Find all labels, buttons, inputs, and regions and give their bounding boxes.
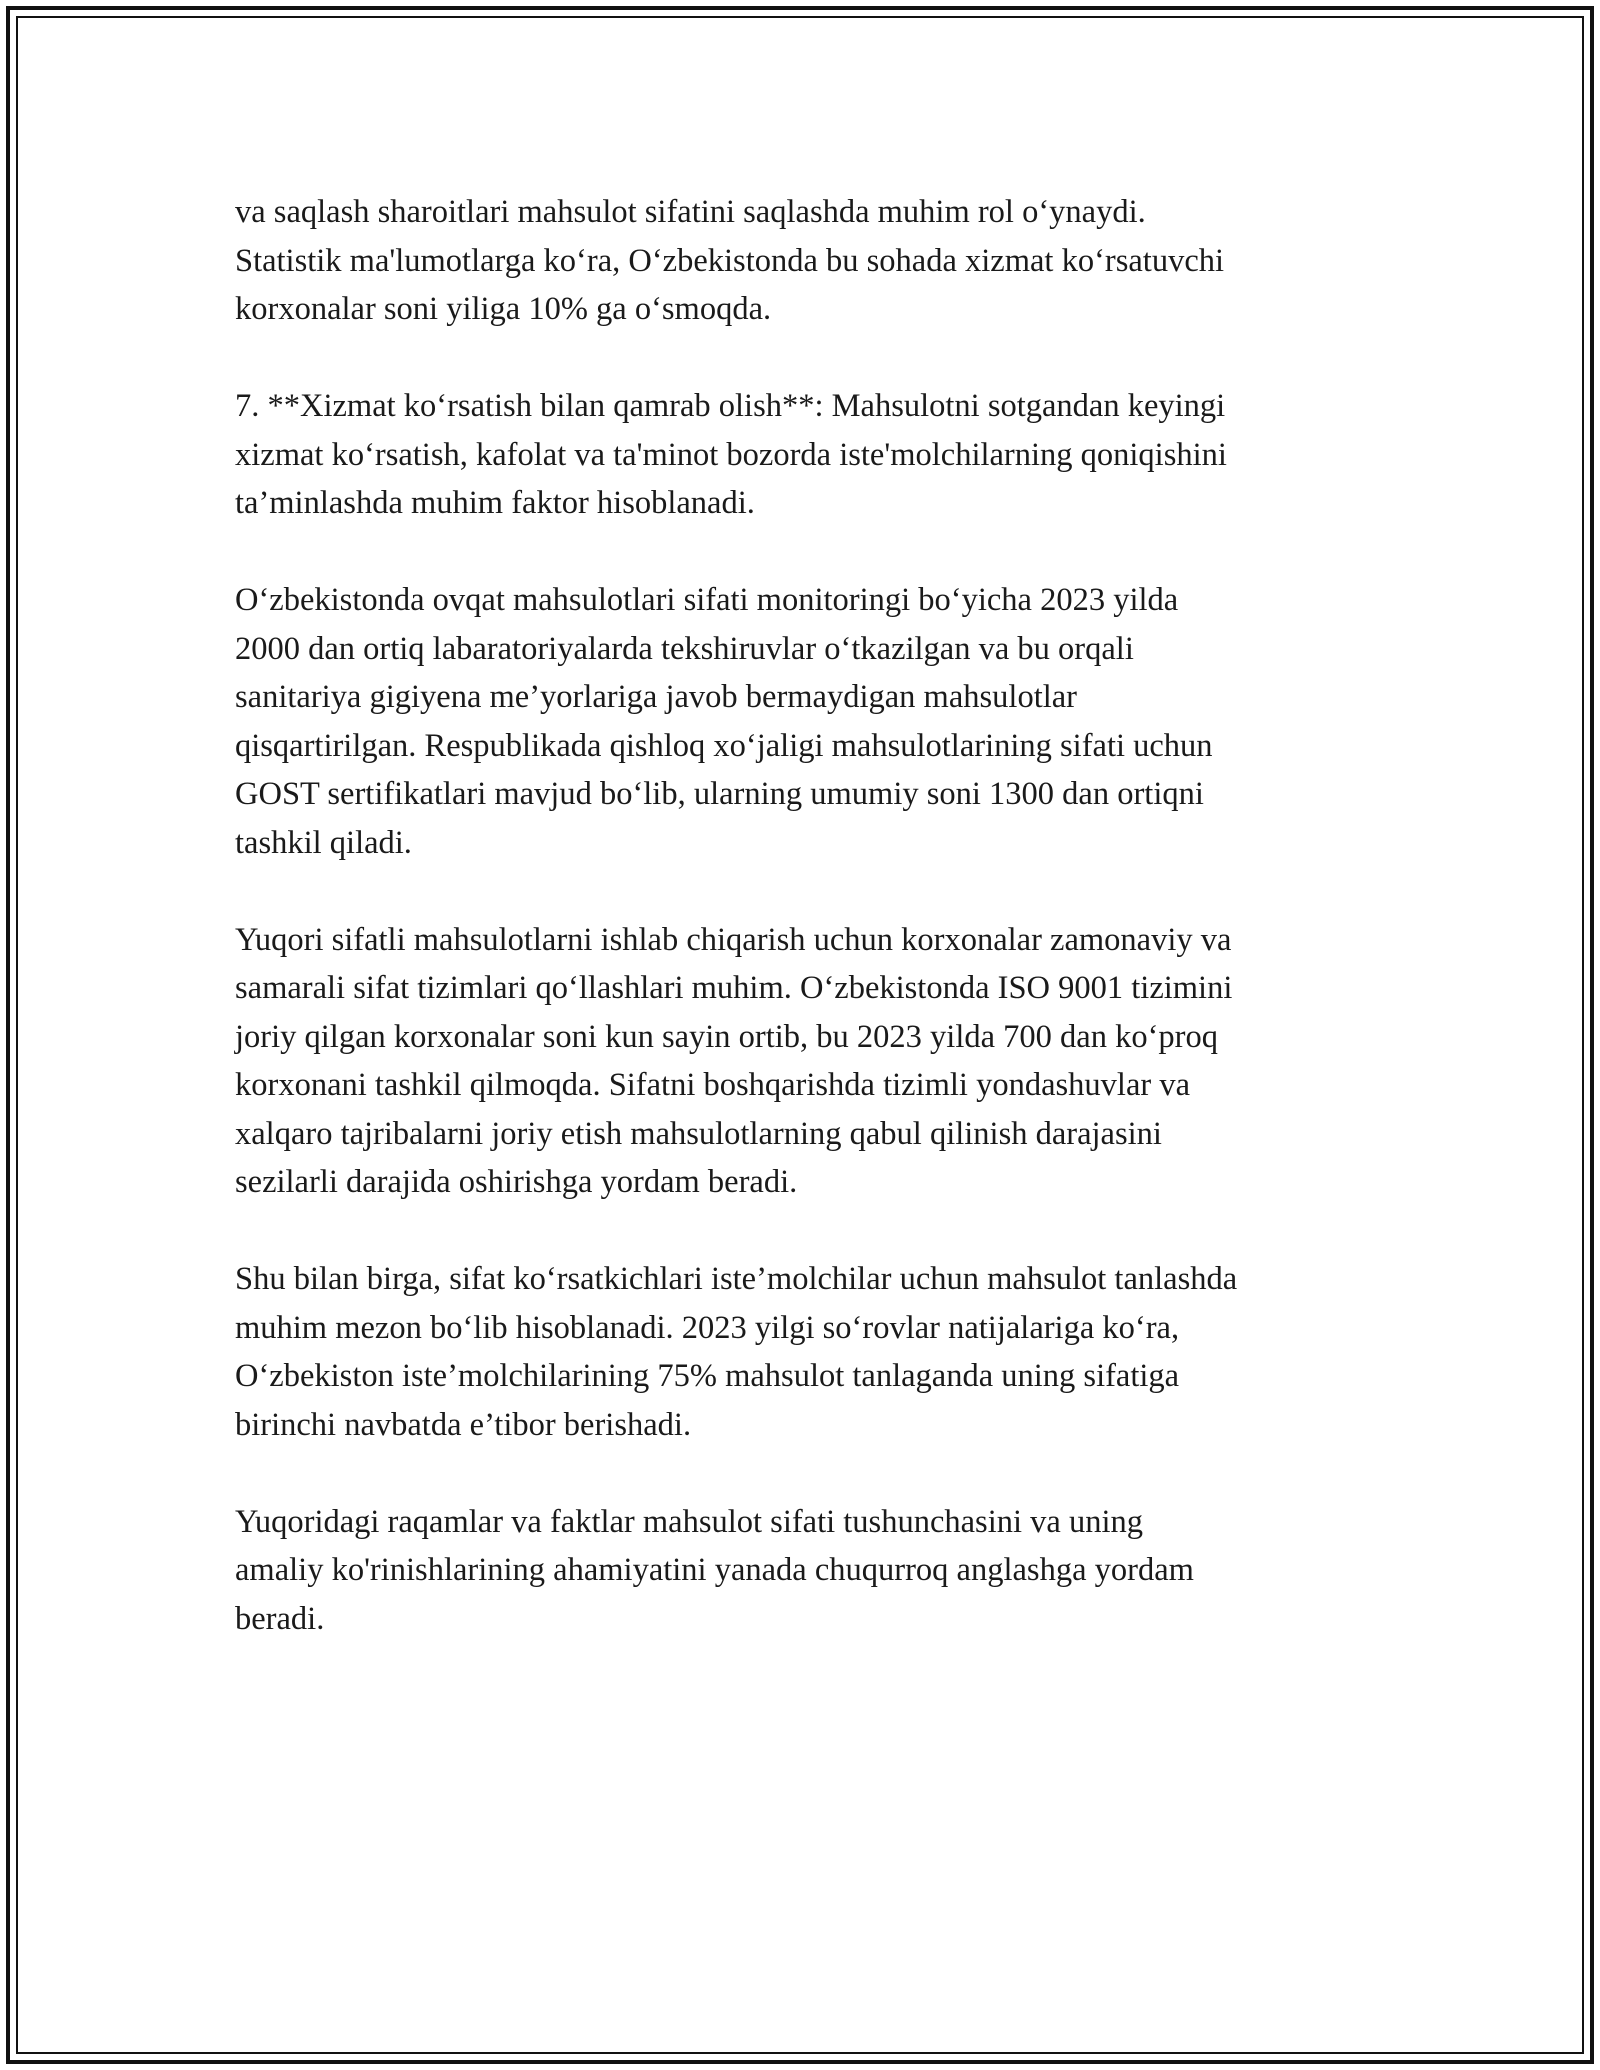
paragraph-storage-conditions [235, 188, 1385, 334]
document-body [235, 188, 1385, 1692]
paragraph-consumer-criteria [235, 1255, 1385, 1449]
text-line: ta’minlashda muhim faktor hisoblanadi. [235, 485, 755, 521]
paragraph-service-coverage [235, 382, 1385, 528]
text-line: korxonani tashkil qilmoqda. Sifatni boshqarishda tizimli yondashuvlar va [235, 1067, 1190, 1103]
text-line: 2000 dan ortiq labaratoriyalarda tekshiruvlar o‘tkazilgan va bu orqali [235, 630, 1134, 667]
text-line: sanitariya gigiyena me’yorlariga javob bermaydigan mahsulotlar [235, 679, 1078, 715]
text-line: va saqlash sharoitlari mahsulot sifatini saqlashda muhim rol o‘ynaydi. [235, 194, 1146, 230]
text-line: qisqartirilgan. Respublikada qishloq xo‘jaligi mahsulotlarining sifati uchun [235, 727, 1213, 764]
paragraph-conclusion [235, 1498, 1385, 1644]
text-line: samarali sifat tizimlari qo‘llashlari muhim. O‘zbekistonda ISO 9001 tizimini [235, 970, 1233, 1006]
text-line: beradi. [235, 1600, 325, 1637]
text-line: Yuqori sifatli mahsulotlarni ishlab chiqarish uchun korxonalar zamonaviy va [235, 921, 1232, 958]
text-line: tashkil qiladi. [235, 824, 412, 861]
text-line: birinchi navbatda e’tibor berishadi. [235, 1406, 692, 1443]
text-line: sezilarli darajida oshirishga yordam beradi. [235, 1164, 798, 1200]
text-line: O‘zbekistonda ovqat mahsulotlari sifati monitoringi bo‘yicha 2023 yilda [235, 582, 1179, 618]
paragraph-food-quality-monitoring [235, 576, 1385, 867]
text-line: amaliy ko'rinishlarining ahamiyatini yanada chuqurroq anglashga yordam [235, 1552, 1194, 1588]
text-line: Shu bilan birga, sifat ko‘rsatkichlari iste’molchilar uchun mahsulot tanlashda [235, 1261, 1238, 1297]
text-line: Yuqoridagi raqamlar va faktlar mahsulot sifati tushunchasini va uning [235, 1503, 1143, 1540]
paragraph-quality-systems [235, 916, 1385, 1207]
text-line: xizmat ko‘rsatish, kafolat va ta'minot bozorda iste'molchilarning qoniqishini [235, 436, 1227, 473]
text-line: Statistik ma'lumotlarga ko‘ra, O‘zbekistonda bu sohada xizmat ko‘rsatuvchi [235, 242, 1225, 279]
text-line: joriy qilgan korxonalar soni kun sayin ortib, bu 2023 yilda 700 dan ko‘proq [235, 1018, 1218, 1055]
text-line: muhim mezon bo‘lib hisoblanadi. 2023 yilgi so‘rovlar natijalariga ko‘ra, [235, 1309, 1180, 1346]
text-line: korxonalar soni yiliga 10% ga o‘smoqda. [235, 291, 772, 327]
text-line: xalqaro tajribalarni joriy etish mahsulotlarning qabul qilinish darajasini [235, 1115, 1162, 1152]
text-line: GOST sertifikatlari mavjud bo‘lib, ularning umumiy soni 1300 dan ortiqni [235, 776, 1204, 812]
text-line: 7. **Xizmat ko‘rsatish bilan qamrab olish**: Mahsulotni sotgandan keyingi [235, 388, 1226, 424]
text-line: O‘zbekiston iste’molchilarining 75% mahsulot tanlaganda uning sifatiga [235, 1358, 1180, 1394]
